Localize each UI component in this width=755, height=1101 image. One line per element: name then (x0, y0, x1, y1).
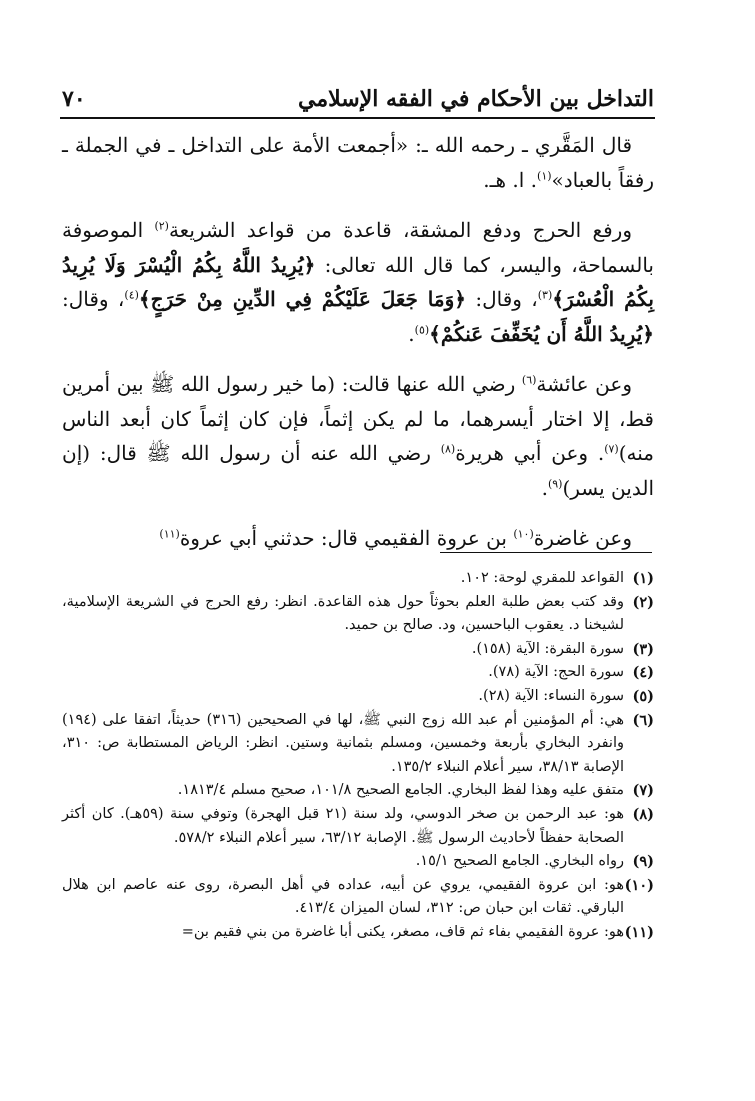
footnote-text: هو: ابن عروة الفقيمي، يروي عن أبيه، عداده في أهل البصرة، روى عنه عاصم ابن هلال البارقي. ثقات ابن حبان ص: ٣١٢، لسان الميزان ٤١٣/٤. (62, 876, 624, 917)
text-run: . ا. هـ. (483, 167, 538, 192)
footnote-separator (440, 552, 652, 553)
text-run: الموصوفة بالسماحة، واليسر، كما قال الله تعالى: (62, 218, 654, 277)
text-run: رضي الله عنه أن رسول الله ﷺ قال: (إن الدين يسر) (62, 441, 654, 500)
footnote-number: (٧) (632, 782, 654, 800)
footnote-item (62, 779, 654, 803)
footnote-item (62, 567, 654, 591)
footnote-ref: (٥) (414, 322, 430, 336)
footnote-item (62, 591, 654, 638)
footnote-ref: (٣) (537, 288, 553, 302)
footnote-ref: (٧) (604, 442, 619, 456)
footnote-ref: (٩) (547, 476, 563, 490)
running-header (62, 84, 654, 114)
header-rule (60, 117, 655, 119)
footnote-number: (٢) (632, 593, 654, 611)
footnote-number: (٣) (632, 640, 654, 658)
text-run: ، وقال: (466, 287, 538, 311)
text-run: قال المَقَّري ـ رحمه الله ـ: «أجمعت الأمة على التداخل ـ في الجملة ـ رفقاً بالعباد» (62, 133, 654, 192)
running-title: التداخل بين الأحكام في الفقه الإسلامي (298, 86, 654, 112)
footnote-text: هي: أم المؤمنين أم عبد الله زوج النبي ﷺ، لها في الصحيحين (٣١٦) حديثاً، اتفقا على (١٩٤) وانفرد البخاري بأربعة وخمسين، ومسلم بثمانية وستين. انظر: الرياض المستطابة ص: ٣١٠، الإصابة ٣٨/١٣، سير أعلام النبلاء ١٣٥/٢. (62, 711, 624, 775)
footnote-ref: (١٠) (513, 527, 534, 541)
paragraph-4 (62, 521, 654, 556)
text-run: بن عروة الفقيمي قال: حدثني أبي عروة (179, 526, 514, 550)
paragraph-1 (62, 128, 654, 197)
footnote-ref: (١١) (159, 527, 180, 541)
footnote-ref: (١) (537, 168, 552, 182)
text-run: ورفع الحرج ودفع المشقة، قاعدة من قواعد الشريعة (168, 218, 632, 242)
footnote-text: سورة الحج: الآية (٧٨). (488, 664, 624, 681)
paragraph-2 (62, 213, 654, 351)
footnote-text: هو: عبد الرحمن بن صخر الدوسي، ولد سنة (٢١ قبل الهجرة) وتوفي سنة (٥٩هـ). كان أكثر الصحابة حفظاً لأحاديث الرسول ﷺ. الإصابة ٦٣/١٢، سير أعلام النبلاء ٥٧٨/٢. (62, 805, 624, 846)
footnote-item (62, 803, 654, 850)
footnotes (62, 567, 654, 945)
footnote-ref: (٦) (521, 373, 537, 387)
footnote-number: (٥) (632, 687, 654, 705)
footnote-item (62, 638, 654, 662)
footnote-item (62, 661, 654, 685)
paragraph-3 (62, 367, 654, 505)
text-run: وعن غاضرة (533, 526, 632, 550)
footnote-text: القواعد للمقري لوحة: ١٠٢. (460, 570, 624, 586)
footnote-number: (١١) (624, 923, 654, 941)
footnote-text: سورة النساء: الآية (٢٨). (478, 687, 624, 704)
text-run: وعن عائشة (536, 372, 632, 396)
footnote-number: (٤) (632, 664, 654, 682)
footnote-item (62, 874, 654, 921)
footnote-text: رواه البخاري. الجامع الصحيح ١٥/١. (415, 853, 624, 870)
text-run: . وعن أبي هريرة (455, 441, 605, 465)
footnote-number: (١) (632, 570, 654, 587)
quran-quote: ﴿يُرِيدُ اللَّهُ أَن يُخَفِّفَ عَنكُمْ﴾ (429, 321, 654, 346)
quran-quote: ﴿وَمَا جَعَلَ عَلَيْكُمْ فِي الدِّينِ مِنْ حَرَجٍ﴾ (138, 287, 466, 311)
quran-quote: ﴿يُرِيدُ اللَّهُ بِكُمُ الْيُسْرَ وَلَا يُرِيدُ بِكُمُ الْعُسْرَ﴾ (62, 252, 654, 311)
footnote-text: متفق عليه وهذا لفظ البخاري. الجامع الصحيح ١٠١/٨، صحيح مسلم ١٨١٣/٤. (177, 782, 624, 799)
footnote-item (62, 850, 654, 874)
footnote-ref: (٨) (440, 442, 456, 456)
footnote-number: (٩) (632, 853, 654, 871)
text-run: . (541, 475, 548, 500)
footnote-number: (٦) (632, 711, 654, 729)
text-run: . (408, 321, 415, 346)
footnote-text: سورة البقرة: الآية (١٥٨). (471, 640, 624, 657)
footnote-item (62, 685, 654, 709)
footnote-ref: (٤) (124, 288, 139, 302)
footnote-number: (١٠) (624, 876, 654, 894)
page-number: ٧٠ (62, 86, 86, 112)
footnote-item (62, 709, 654, 780)
main-text (62, 128, 654, 556)
footnote-item (62, 921, 654, 945)
text-run: رضي الله عنها قالت: (ما خير رسول الله ﷺ بين أمرين قط، إلا اختار أيسرهما، ما لم يكن إثماً، فإن كان إثماً كان أبعد الناس منه) (62, 372, 654, 465)
text-run: ، وقال: (62, 287, 125, 311)
footnote-number: (٨) (632, 805, 654, 823)
footnote-ref: (٢) (154, 219, 169, 233)
footnote-text: وقد كتب بعض طلبة العلم بحوثاً حول هذه القاعدة. انظر: رفع الحرج في الشريعة الإسلامية، لشيخنا د. يعقوب الباحسين، ود. صالح بن حميد. (62, 593, 624, 634)
footnote-text: هو: عروة الفقيمي بفاء ثم قاف، مصغر، يكنى أبا غاضرة من بني فقيم بن= (181, 923, 624, 940)
